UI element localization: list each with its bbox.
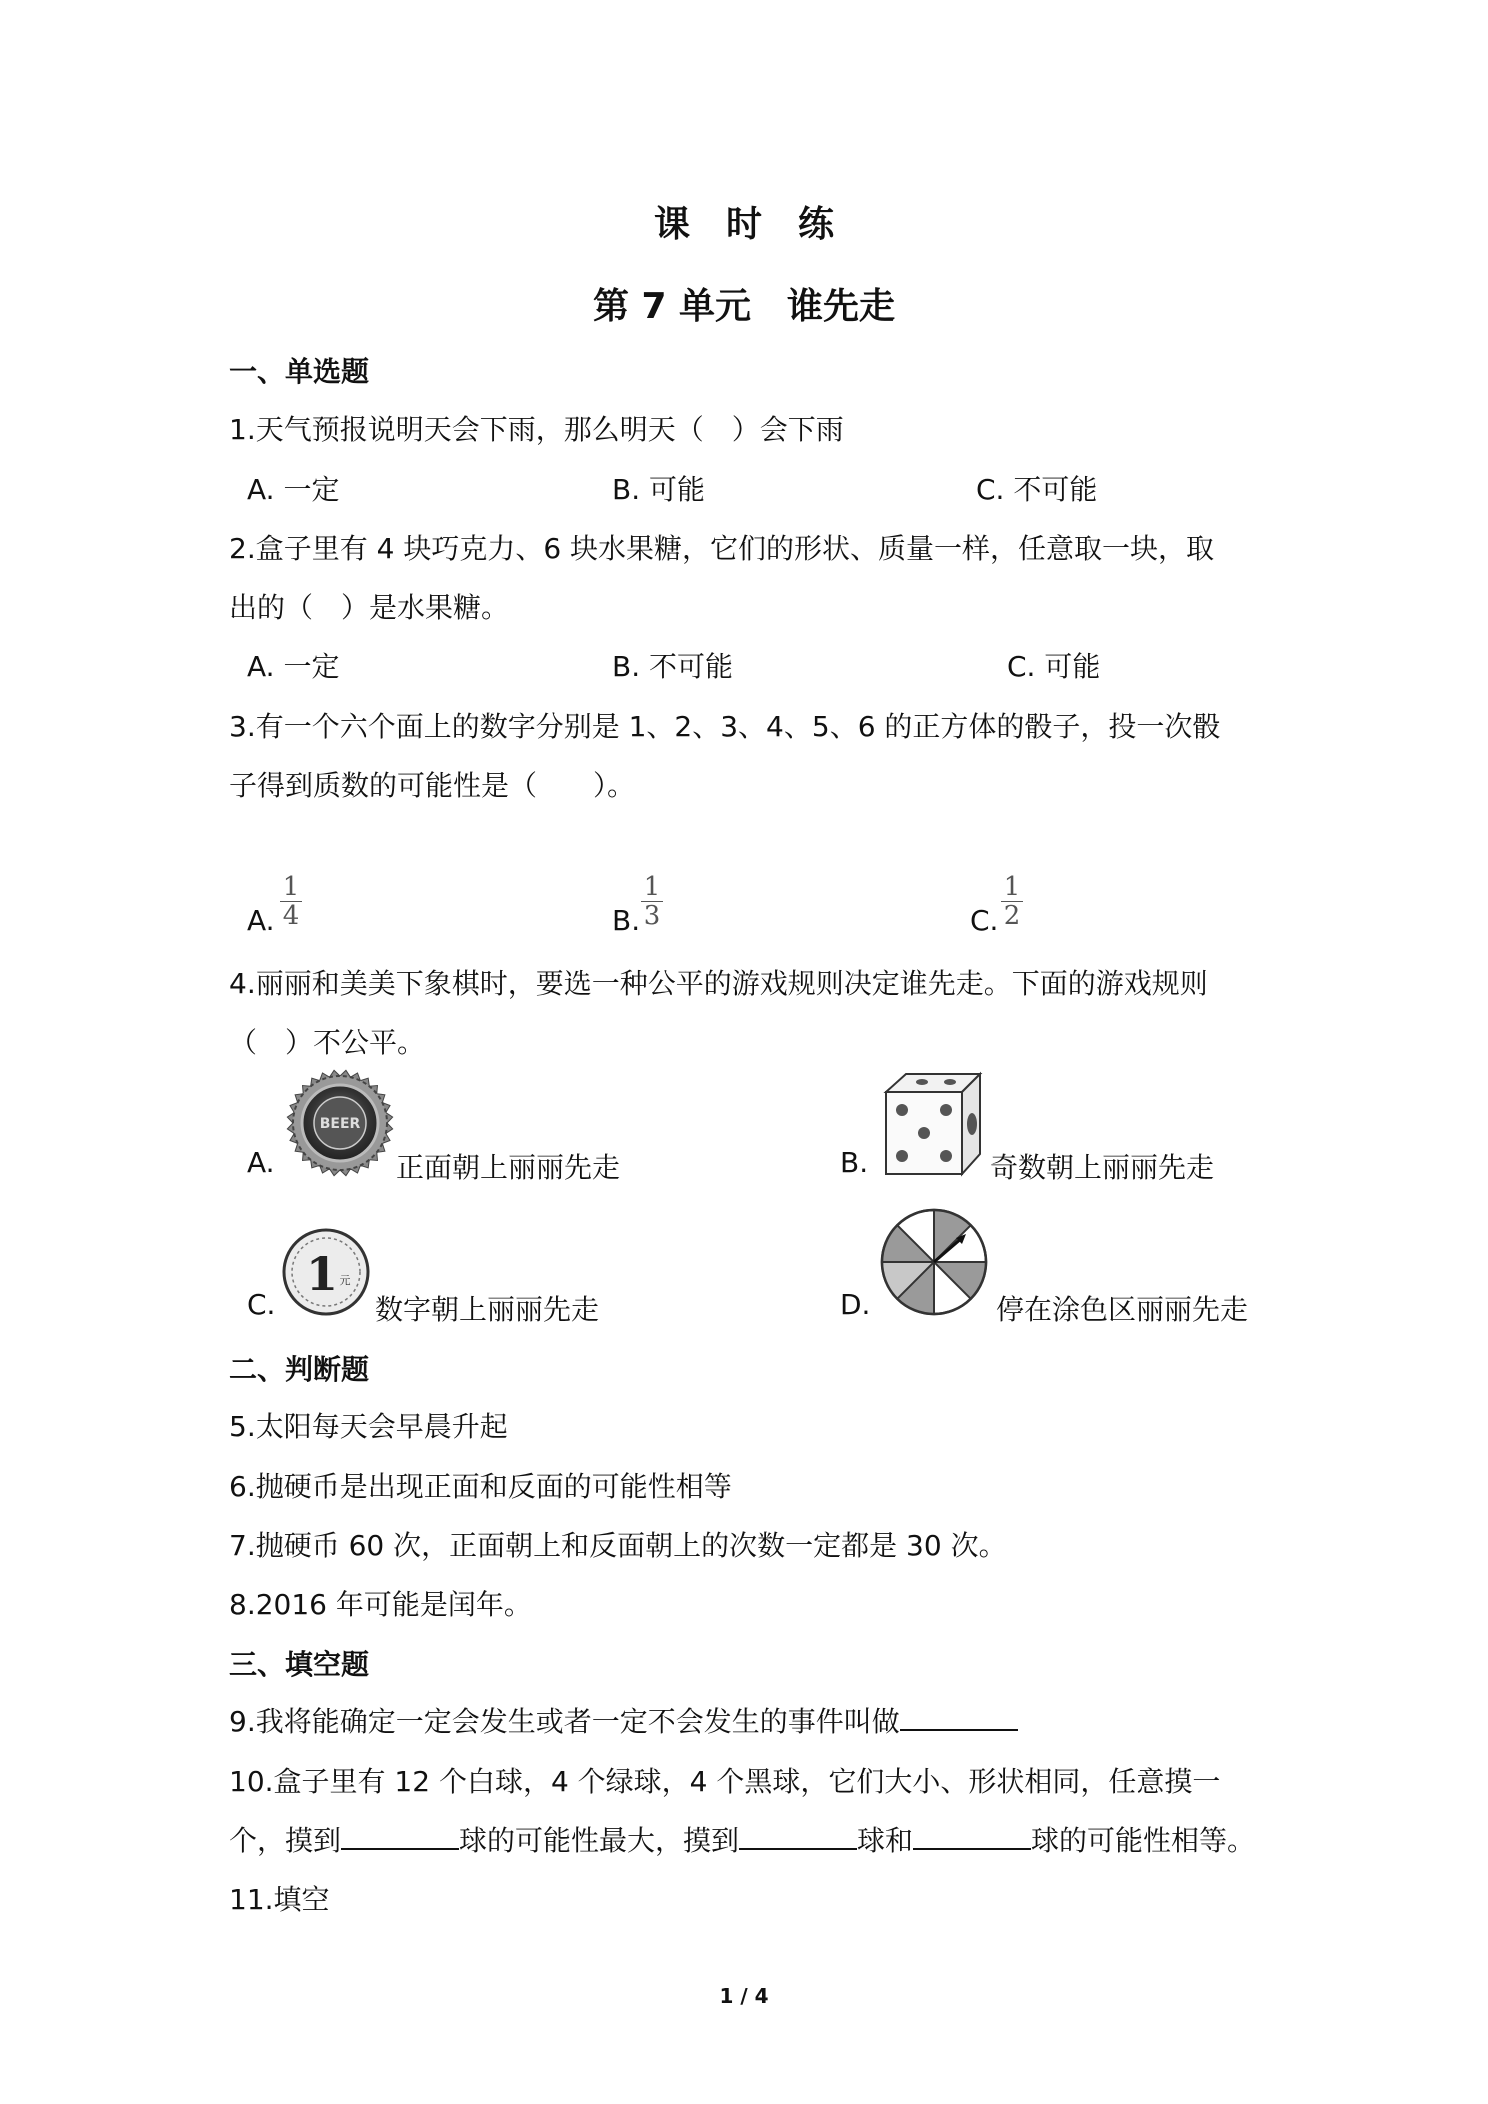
answer-blank [341, 1822, 459, 1850]
q3-fraction-b-denominator: 3 [643, 901, 661, 931]
q4-option-d: D. [840, 1288, 871, 1321]
section-heading-fill-blank: 三、填空题 [229, 1648, 370, 1681]
dice-icon [876, 1070, 986, 1178]
question-7-text: 7.抛硬币 60 次，正面朝上和反面朝上的次数一定都是 30 次。 [229, 1529, 1007, 1562]
q4-option-d-text: 停在涂色区丽丽先走 [996, 1293, 1249, 1326]
question-9 [229, 1700, 1018, 1740]
question-9-text: 9.我将能确定一定会发生或者一定不会发生的事件叫做 [229, 1705, 900, 1738]
q3-fraction-c-numerator: 1 [1003, 872, 1021, 902]
bottle-cap-label: BEER [319, 1116, 361, 1132]
q10-text-c: 球和 [857, 1824, 914, 1857]
q3-fraction-a-numerator: 1 [282, 872, 300, 902]
question-3-line-2: 子得到质数的可能性是（ ）。 [229, 769, 636, 802]
q4-option-a-text: 正面朝上丽丽先走 [396, 1151, 621, 1184]
answer-blank [913, 1822, 1031, 1850]
q3-fraction-a-denominator: 4 [282, 901, 300, 931]
q2-option-b: B. 不可能 [612, 650, 734, 683]
q3-fraction-c [1001, 874, 1023, 929]
q4-option-a: A. [247, 1146, 275, 1179]
q3-option-a: A. [247, 904, 275, 937]
section-heading-true-false: 二、判断题 [229, 1353, 370, 1386]
q3-fraction-b-numerator: 1 [643, 872, 661, 902]
spinner-icon [878, 1206, 990, 1318]
coin-unit: 元 [339, 1274, 351, 1287]
q10-text-b: 球的可能性最大，摸到 [459, 1824, 740, 1857]
question-3-line-1: 3.有一个六个面上的数字分别是 1、2、3、4、5、6 的正方体的骰子，投一次骰 [229, 710, 1221, 743]
answer-blank [900, 1703, 1018, 1731]
question-1-text: 1.天气预报说明天会下雨，那么明天（ ）会下雨 [229, 413, 844, 446]
q3-fraction-c-denominator: 2 [1003, 901, 1021, 931]
question-10-line-2 [229, 1819, 1255, 1859]
q1-option-b: B. 可能 [612, 473, 706, 506]
q3-fraction-b [641, 874, 663, 929]
unit-title: 第 7 单元 谁先走 [592, 286, 896, 327]
q2-option-c: C. 可能 [1007, 650, 1101, 683]
q4-option-b: B. [840, 1146, 869, 1179]
q4-option-b-text: 奇数朝上丽丽先走 [990, 1151, 1215, 1184]
q1-option-a: A. 一定 [247, 473, 340, 506]
question-10-line-1: 10.盒子里有 12 个白球，4 个绿球，4 个黑球，它们大小、形状相同，任意摸一 [229, 1765, 1221, 1798]
section-heading-single-choice: 一、单选题 [229, 355, 370, 388]
q3-fraction-a [280, 874, 302, 929]
bottle-cap-icon [285, 1068, 395, 1178]
question-8-text: 8.2016 年可能是闰年。 [229, 1588, 532, 1621]
q3-option-c: C. [970, 904, 999, 937]
page-number: 1 / 4 [719, 1984, 769, 2008]
q3-option-b: B. [612, 904, 641, 937]
q10-text-a: 个，摸到 [229, 1824, 342, 1857]
question-6-text: 6.抛硬币是出现正面和反面的可能性相等 [229, 1470, 732, 1503]
question-4-line-1: 4.丽丽和美美下象棋时，要选一种公平的游戏规则决定谁先走。下面的游戏规则 [229, 967, 1208, 1000]
q1-option-c: C. 不可能 [976, 473, 1098, 506]
answer-blank [739, 1822, 857, 1850]
question-4-line-2: （ ）不公平。 [229, 1026, 426, 1059]
question-5-text: 5.太阳每天会早晨升起 [229, 1410, 508, 1443]
question-2-line-2: 出的（ ）是水果糖。 [229, 591, 510, 624]
question-11-text: 11.填空 [229, 1883, 330, 1916]
q4-option-c-text: 数字朝上丽丽先走 [375, 1293, 600, 1326]
q10-text-d: 球的可能性相等。 [1031, 1824, 1256, 1857]
question-2-line-1: 2.盒子里有 4 块巧克力、6 块水果糖，它们的形状、质量一样，任意取一块，取 [229, 532, 1215, 565]
coin-value: 1 [305, 1247, 339, 1301]
q2-option-a: A. 一定 [247, 650, 340, 683]
page-title: 课 时 练 [653, 204, 834, 245]
q4-option-c: C. [247, 1288, 276, 1321]
coin-icon [280, 1226, 372, 1318]
